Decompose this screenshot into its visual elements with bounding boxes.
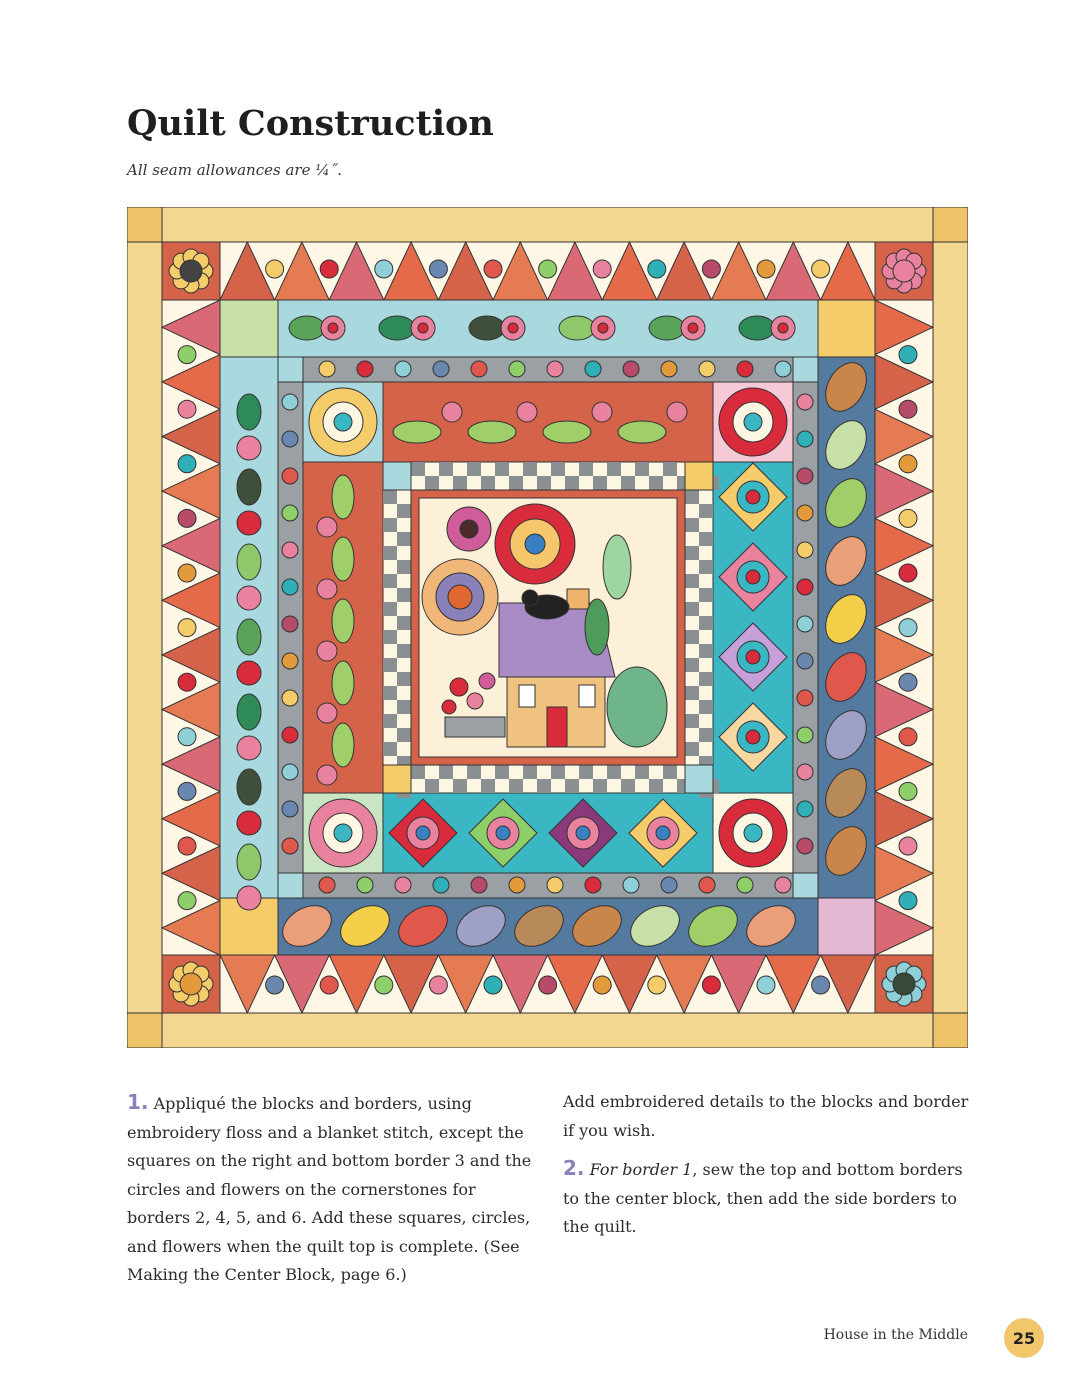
step-1-continuation: Add embroidered details to the blocks and border if you wish. bbox=[563, 1092, 969, 1140]
page-subtitle: All seam allowances are ¼˝. bbox=[127, 161, 343, 179]
page-number-badge: 25 bbox=[1004, 1318, 1044, 1358]
step-text: , sew the top and bottom borders to the center block, then add the side borders to the quilt. bbox=[563, 1160, 963, 1236]
footer-book-title: House in the Middle bbox=[823, 1327, 968, 1343]
step-emphasis: For border 1 bbox=[589, 1160, 693, 1179]
text-column-left bbox=[127, 1088, 533, 1299]
step-2 bbox=[563, 1154, 983, 1242]
quilt-illustration bbox=[127, 207, 968, 1048]
step-number: 1. bbox=[127, 1090, 149, 1114]
step-text: Appliqué the blocks and borders, using embroidery floss and a blanket stitch, except the squares on the right and bottom border 3 and the circles and flowers on the cornerstones for borders 2, 4, 5, and 6. Add these squares, circles, and flowers when the quilt top is complete. (See Making the Center Block, page 6.) bbox=[127, 1094, 532, 1284]
step-1 bbox=[127, 1088, 533, 1290]
step-number: 2. bbox=[563, 1156, 585, 1180]
text-column-right bbox=[563, 1088, 983, 1251]
page-title: Quilt Construction bbox=[127, 103, 494, 144]
